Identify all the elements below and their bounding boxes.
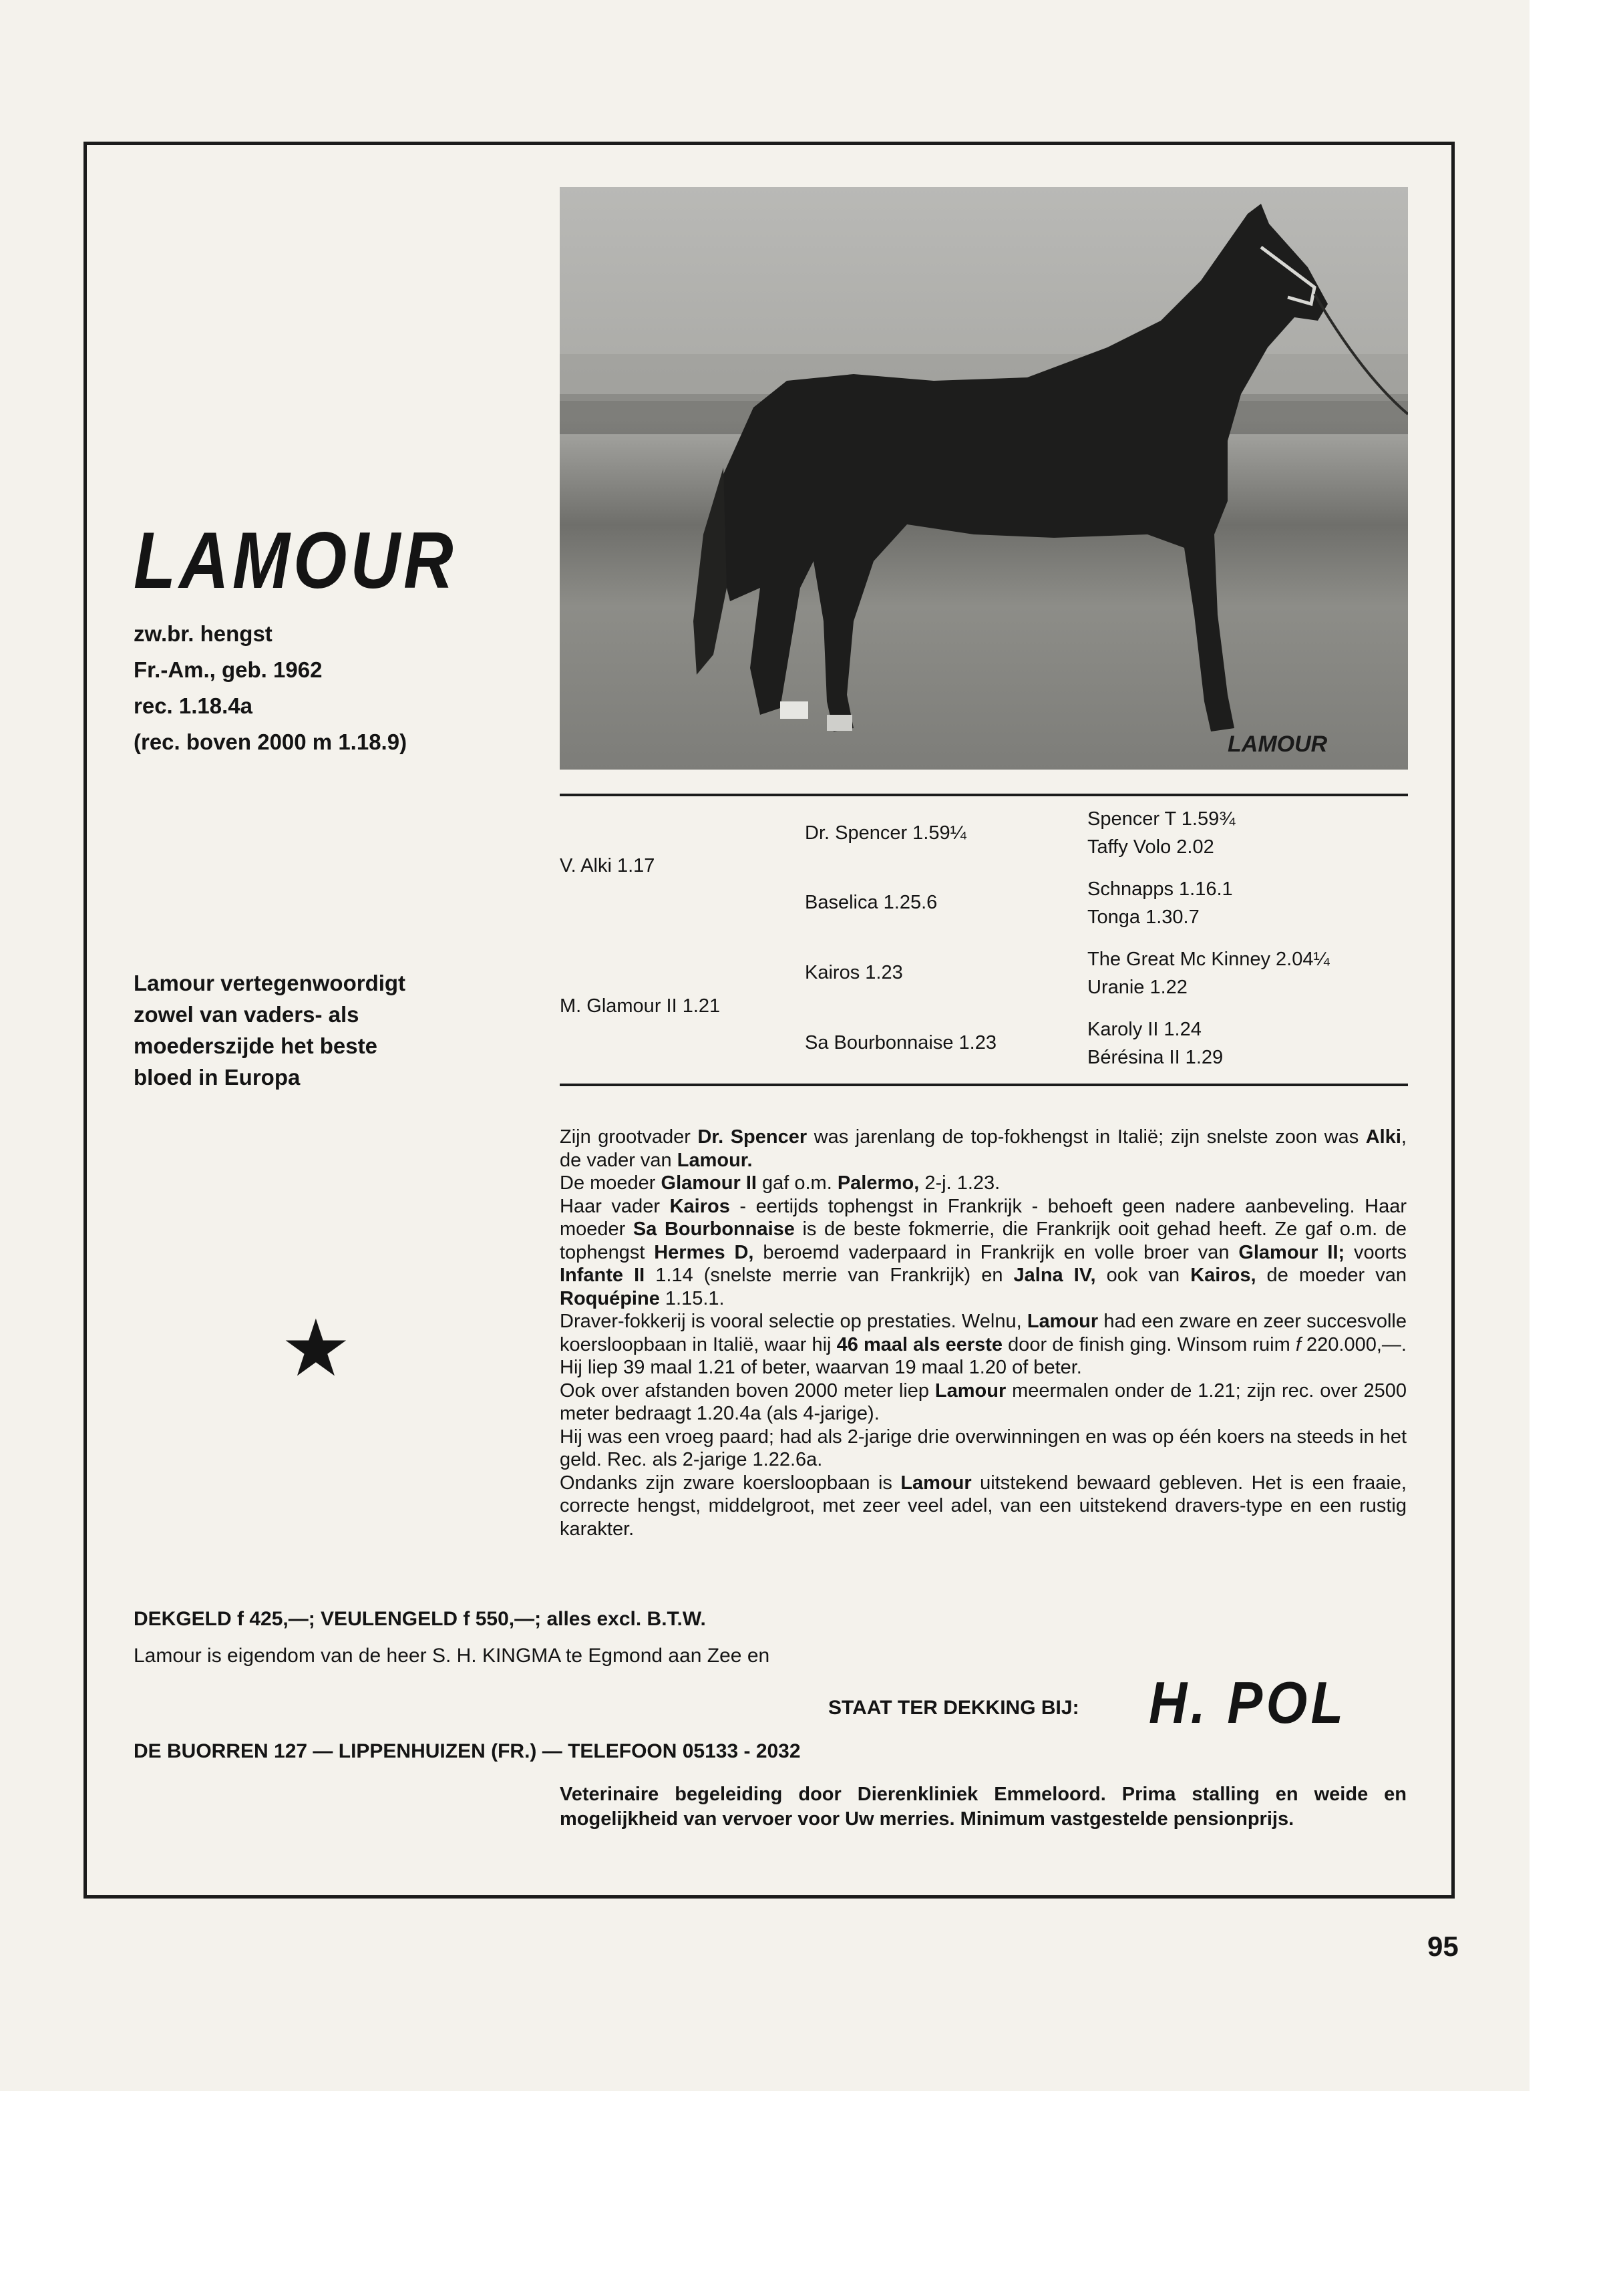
pedigree-great-grandparent: The Great Mc Kinney 2.04¼ xyxy=(1087,949,1330,970)
pedigree-top-rule xyxy=(560,794,1408,796)
pedigree-dam: M. Glamour II 1.21 xyxy=(560,995,721,1017)
pedigree-grandparent: Baselica 1.25.6 xyxy=(805,892,938,913)
stud-fees: DEKGELD f 425,—; VEULENGELD f 550,—; alles excl. B.T.W. xyxy=(134,1608,706,1630)
tagline-line: zowel van vaders- als xyxy=(134,1002,359,1027)
tagline xyxy=(134,967,405,1093)
description-paragraph: Ook over afstanden boven 2000 meter liep Lamour meermalen onder de 1.21; zijn rec. over 2500 meter bedraagt 1.20.4a (als 4-jarige). xyxy=(560,1379,1407,1424)
pedigree-grandparent: Sa Bourbonnaise 1.23 xyxy=(805,1032,997,1053)
description-paragraph: Zijn grootvader Dr. Spencer was jarenlang de top-fokhengst in Italië; zijn snelste zoon was Alki, de vader van Lamour. xyxy=(560,1126,1407,1171)
horse-photo xyxy=(560,187,1408,770)
description-paragraph: De moeder Glamour II gaf o.m. Palermo, 2-j. 1.23. xyxy=(560,1172,1001,1194)
tagline-line: bloed in Europa xyxy=(134,1065,301,1090)
stallion-keeper-name: H. POL xyxy=(1149,1669,1347,1736)
description-paragraph: Ondanks zijn zware koersloopbaan is Lamour uitstekend bewaard gebleven. Het is een fraaie, correcte hengst, middelgroot, met zeer veel adel, van een uitstekend dravers-type en een rustig karakter. xyxy=(560,1472,1407,1540)
pedigree-bottom-rule xyxy=(560,1084,1408,1086)
description-paragraph: Hij was een vroeg paard; had als 2-jarige drie overwinningen en was op één koers na steeds in het geld. Rec. als 2-jarige 1.22.6a. xyxy=(560,1426,1407,1470)
pedigree-sire: V. Alki 1.17 xyxy=(560,855,655,876)
address-line: DE BUORREN 127 — LIPPENHUIZEN (FR.) — TELEFOON 05133 - 2032 xyxy=(134,1740,801,1762)
tagline-line: moederszijde het beste xyxy=(134,1033,377,1058)
pedigree-grandparent: Dr. Spencer 1.59¼ xyxy=(805,822,966,844)
description-paragraph: Haar vader Kairos - eertijds tophengst in Frankrijk - behoeft geen nadere aanbeveling. Haar moeder Sa Bourbonnaise is de beste fokmerrie, die Frankrijk ooit gehad heeft. Ze gaf o.m. de tophengst Hermes D, beroemd vaderpaard in Frankrijk en volle broer van Glamour II; voorts Infante II 1.14 (snelste merrie van Frankrijk) en Jalna IV, ook van Kairos, de moeder van Roquépine 1.15.1. xyxy=(560,1195,1407,1309)
pedigree-great-grandparent: Tonga 1.30.7 xyxy=(1087,907,1200,928)
fact-line: Fr.-Am., geb. 1962 xyxy=(134,657,323,682)
pedigree-great-grandparent: Spencer T 1.59¾ xyxy=(1087,808,1236,830)
tagline-line: Lamour vertegenwoordigt xyxy=(134,971,406,995)
pedigree-great-grandparent: Bérésina II 1.29 xyxy=(1087,1047,1224,1068)
horse-illustration xyxy=(560,187,1408,770)
page-number: 95 xyxy=(1427,1931,1459,1962)
fact-line: rec. 1.18.4a xyxy=(134,693,252,718)
standing-at-label: STAAT TER DEKKING BIJ: xyxy=(828,1697,1079,1719)
veterinary-note: Veterinaire begeleiding door Dierenkliniek Emmeloord. Prima stalling en weide en mogelijkheid van vervoer voor Uw merries. Minimum vastgestelde pensionprijs. xyxy=(560,1784,1407,1830)
fact-line: (rec. boven 2000 m 1.18.9) xyxy=(134,729,407,754)
owner-line: Lamour is eigendom van de heer S. H. KINGMA te Egmond aan Zee en xyxy=(134,1645,770,1667)
pedigree-grandparent: Kairos 1.23 xyxy=(805,962,903,983)
description-paragraph: Draver-fokkerij is vooral selectie op prestaties. Welnu, Lamour had een zware en zeer succesvolle koersloopbaan in Italië, waar hij 46 maal als eerste door de finish ging. Winsom ruim f 220.000,—. Hij liep 39 maal 1.21 of beter, waarvan 19 maal 1.20 of beter. xyxy=(560,1311,1407,1378)
pedigree-great-grandparent: Taffy Volo 2.02 xyxy=(1087,836,1214,858)
stallion-facts xyxy=(134,616,407,760)
pedigree-great-grandparent: Schnapps 1.16.1 xyxy=(1087,878,1233,900)
pedigree-great-grandparent: Uranie 1.22 xyxy=(1087,977,1188,998)
fact-line: zw.br. hengst xyxy=(134,621,273,646)
photo-caption: LAMOUR xyxy=(1228,731,1328,757)
pedigree-great-grandparent: Karoly II 1.24 xyxy=(1087,1019,1202,1040)
stallion-name-heading: LAMOUR xyxy=(134,516,457,605)
star-icon: ★ xyxy=(281,1305,351,1393)
description-text xyxy=(560,1126,1407,1540)
